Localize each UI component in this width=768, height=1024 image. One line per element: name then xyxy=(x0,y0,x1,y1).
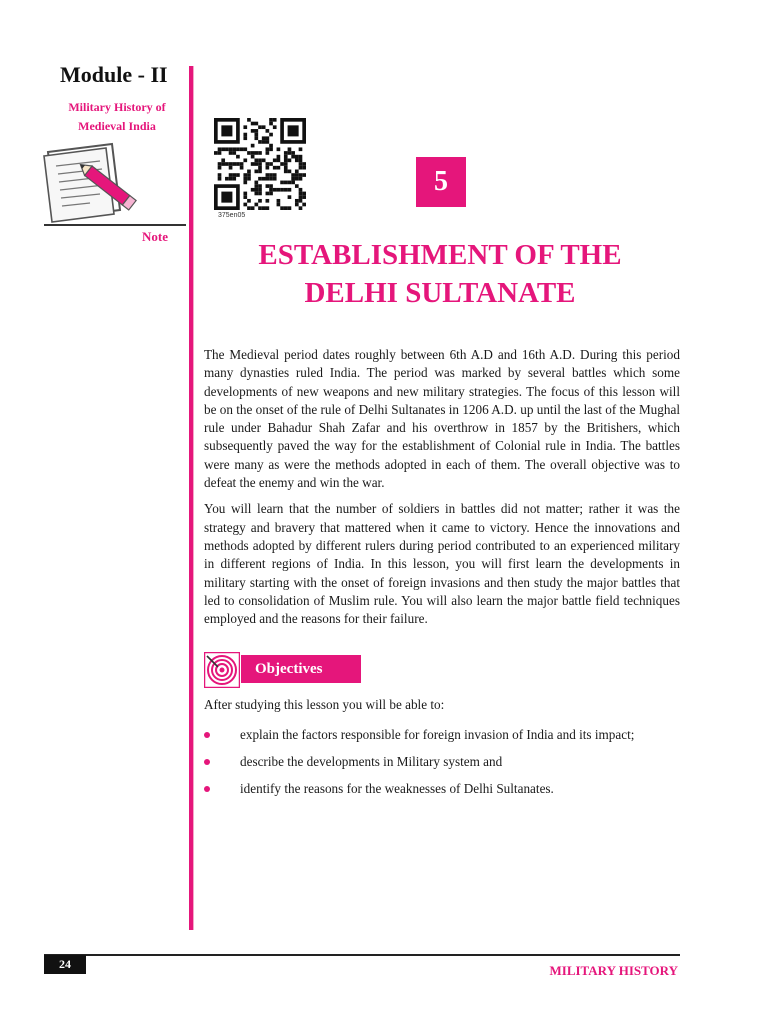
module-subtitle-line2: Medieval India xyxy=(78,119,156,133)
objective-text: explain the factors responsible for foreign invasion of India and its impact; xyxy=(240,727,635,742)
chapter-title xyxy=(200,236,680,312)
objective-text: describe the developments in Military system and xyxy=(240,754,503,769)
objectives-heading: Objectives xyxy=(241,655,361,683)
body-paragraph-1: The Medieval period dates roughly between 6th A.D and 16th A.D. During this period many dynasties ruled India. The period was marked by several battles which some developments of new weapons and new military strategies. The focus of this lesson will be on the onset of the rule of Delhi Sultanates in 1206 A.D. up until the last of the Mughal rule under Bahadur Shah Zafar and his overthrow in 1857 by the Britishers, which subsequently paved the way for the establishment of Colonial rule in India. The battles were many as were the methods adopted in each of them. The overall objective was to defeat the enemy and win the war. xyxy=(204,347,680,491)
page-number: 24 xyxy=(44,955,86,974)
bullet-icon xyxy=(204,732,210,738)
qr-code-icon xyxy=(214,118,306,210)
module-subtitle xyxy=(48,98,186,136)
objectives-list xyxy=(204,726,680,807)
lesson-body xyxy=(204,346,680,636)
note-pencil-icon xyxy=(40,138,150,223)
body-paragraph-2: You will learn that the number of soldiers in battles did not matter; rather it was the strategy and bravery that mattered when it came to victory. Hence the innovations and methods adopted by different rulers during period contributed to an experienced military in different regions of India. In this lesson, you will first learn the developments in military starting with the onset of foreign invasions and then study the major battles that led to consolidation of Muslim rule. You will also learn the major battle field techniques employed and the reasons for their failure. xyxy=(204,501,680,627)
note-label: Note xyxy=(142,229,168,244)
objective-text: identify the reasons for the weaknesses of Delhi Sultanates. xyxy=(240,781,554,796)
objectives-intro: After studying this lesson you will be able to: xyxy=(204,697,445,712)
bullet-icon xyxy=(204,786,210,792)
note-divider xyxy=(44,224,186,226)
list-item xyxy=(204,726,680,744)
bullet-icon xyxy=(204,759,210,765)
margin-rule-shadow xyxy=(193,66,194,930)
list-item xyxy=(204,780,680,798)
chapter-title-line2: DELHI SULTANATE xyxy=(304,277,576,309)
footer-rule xyxy=(44,954,680,956)
chapter-title-line1: ESTABLISHMENT OF THE xyxy=(258,239,622,271)
footer-title: MILITARY HISTORY xyxy=(549,963,678,978)
module-title: Module - II xyxy=(60,62,168,87)
lesson-number-badge: 5 xyxy=(416,157,466,207)
list-item xyxy=(204,753,680,771)
target-icon xyxy=(204,652,240,688)
module-subtitle-line1: Military History of xyxy=(68,100,166,114)
qr-caption: 375en05 xyxy=(218,212,246,219)
